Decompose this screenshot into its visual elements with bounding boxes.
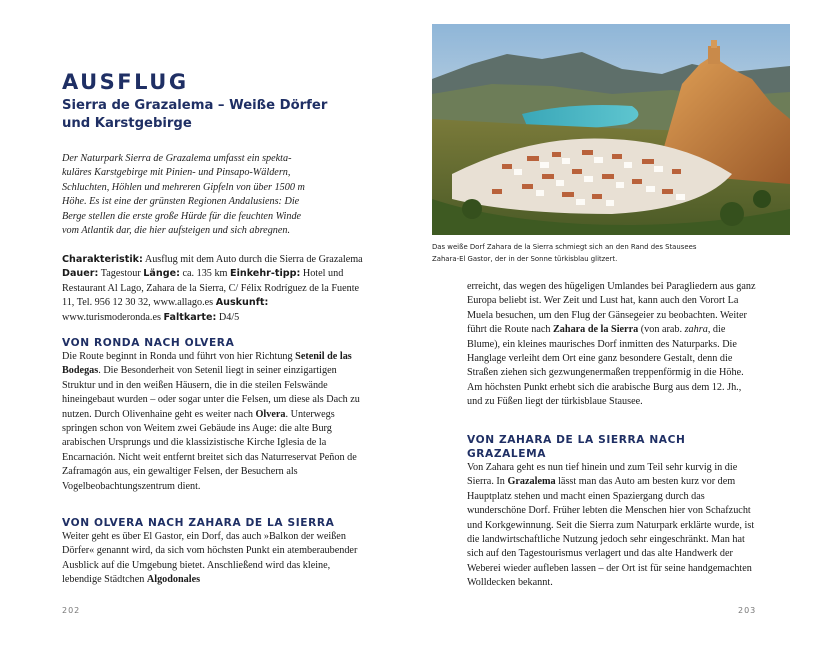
section-label: AUSFLUG xyxy=(62,70,189,94)
section-heading: VON RONDA NACH OLVERA xyxy=(62,337,235,349)
fact-value: ca. 135 km xyxy=(182,268,231,280)
intro-paragraph: Der Naturpark Sierra de Grazalema umfasst ein spekta- kuläres Karstgebirge mit Pinien- und Pinsapo-Wäldern, Schluchten, Höhlen und mehreren Gipfeln von über 1500 m Höhe. Es ist eine der grünsten Regionen Andalusiens: Die Berge stellen die erste große Hürde für die feuchten Winde vom Atlantik dar, die hier aufsteigen und sich abregnen. xyxy=(62,153,305,237)
body-paragraph: erreicht, das wegen des hügeligen Umlandes bei Paragliedern aus ganz Europa beliebt ist. Wer Zeit und Lust hat, kann auch den Vorort La Muela besuchen, um den Flug der Gänsegeier zu beobachten. Weiter führt die Route nach Zahara de la Sierra (von arab. zahra, die Blume), ein kleines maurisches Dorf inmitten des Naturparks. Die Hanglage verleiht dem Ort eine ganz besondere Gestalt, denn die Straßen ziehen sich gezwungenermaßen treppenförmig in die Höhe. Am höchsten Punkt erhebt sich die arabische Burg aus dem 12. Jh., und zu Füßen liegt der türkisblaue Stausee. xyxy=(467,281,756,408)
body-paragraph: Von Zahara geht es nun tief hinein und zum Teil sehr kurvig in die Sierra. In Grazalema lässt man das Auto am besten kurz vor dem Hauptplatz stehen und macht einen Spaziergang durch das wunderschöne Dorf. Früher lebten die Menschen hier von Schafzucht und Korkgewinnung. Seit die Sierra zum Naturpark erklärte wurde, ist die landwirtschaftliche Nutzung jedoch sehr eingeschränkt. Man hat sich auf den Tagestourismus verlagert und das alte Handwerk der Weberei wieder aufleben lassen – der Ort ist für seine handgemachten Wolldecken bekannt. xyxy=(467,462,755,589)
page-number: 202 xyxy=(62,606,81,615)
fact-key: Faltkarte: xyxy=(163,311,217,323)
trip-facts xyxy=(62,253,366,325)
fact-value: www.turismoderonda.es xyxy=(62,311,164,323)
fact-key: Auskunft: xyxy=(215,297,269,309)
page-number: 203 xyxy=(738,606,757,615)
page-subtitle: Sierra de Grazalema – Weiße Dörfer und Karstgebirge xyxy=(62,98,328,131)
landscape-photo-illustration xyxy=(432,24,790,235)
fact-value: D4/5 xyxy=(218,311,240,323)
photo-caption: Das weiße Dorf Zahara de la Sierra schmiegt sich an den Rand des Stausees Zahara-El Gastor, der in der Sonne türkisblau glitzert. xyxy=(432,243,697,263)
zahara-photo xyxy=(432,24,790,235)
body-paragraph: Die Route beginnt in Ronda und führt von hier Richtung Setenil de las Bodegas. Die Besonderheit von Setenil liegt in seiner einzigartigen Struktur und in den weißen Häusern, die in die steilen Felswände hineingebaut wurden – oder sogar unter die Felsen, um diese als Dach zu nutzen. Durch Olivenhaine geht es weiter nach Olvera. Unterwegs springen schon von Weitem zwei Gebäude ins Auge: die alte Burg arabischen Ursprungs und die klassizistische Kirche Iglesia de la Encarnación. Nicht weit entfernt breitet sich das Naturreservat Peñon de Zaframagón aus, ein gewaltiger Felsen, der Besuchern als Vogelbeobachtungszentrum dient. xyxy=(62,351,360,492)
section-heading: VON OLVERA NACH ZAHARA DE LA SIERRA xyxy=(62,517,335,529)
fact-value: Hotel und Restaurant Al Lago, Zahara de la Sierra, C/ Félix Rodríguez de la Fuente 11, Tel. 956 12 30 32, www.allago.es xyxy=(62,268,360,309)
fact-value: Ausflug mit dem Auto durch die Sierra de Grazalema xyxy=(144,254,363,265)
fact-key: Dauer: xyxy=(62,268,99,280)
fact-key: Länge: xyxy=(143,268,180,280)
section-heading: VON ZAHARA DE LA SIERRA NACH GRAZALEMA xyxy=(467,434,686,460)
fact-key: Einkehr-tipp: xyxy=(230,268,301,280)
body-paragraph: Weiter geht es über El Gastor, ein Dorf, das auch »Balkon der weißen Dörfer« genannt wird, da sich vom höchsten Punkt ein atemberaubender Ausblick auf die Umgebung bietet. Anschließend wird das kleine, lebendige Städtchen Algodonales xyxy=(62,531,358,586)
fact-value: Tagestour xyxy=(100,268,144,280)
fact-key: Charakteristik: xyxy=(62,254,143,265)
